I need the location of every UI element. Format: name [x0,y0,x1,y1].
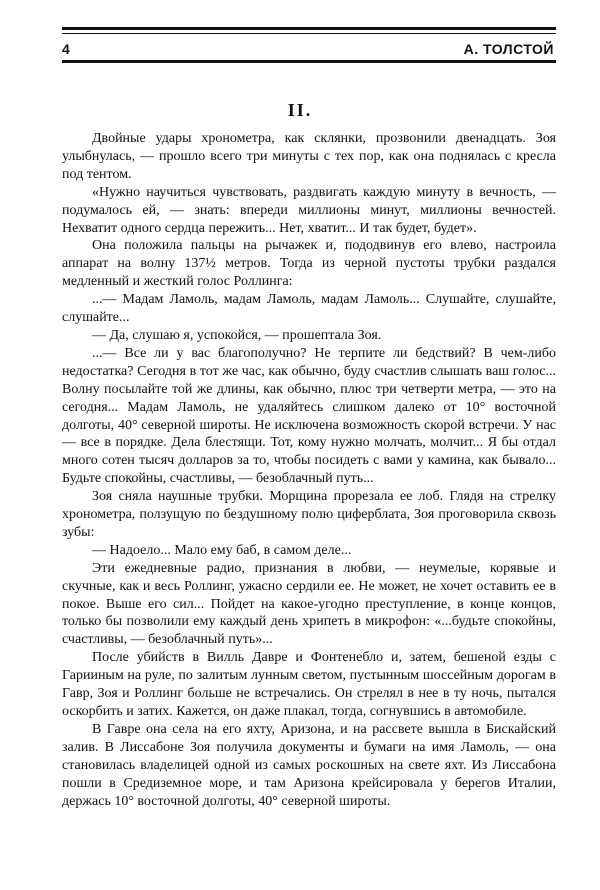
page-number: 4 [62,41,70,57]
header-rule-top [62,27,556,30]
paragraph: В Гавре она села на его яхту, Аризона, и на рассвете вышла в Бискайский залив. В Лиссабоне Зоя получила документы и бумаги на имя Ламоль, — она становилась владелицей одной из самых роскошных на свете яхт. Из Лиссабона пошли в Средиземное море, и там Аризона крейсировала у берегов Италии, держась 10° восточной долготы, 40° северной широты. [62,721,556,809]
paragraph: Двойные удары хронометра, как склянки, прозвонили двенадцать. Зоя улыбнулась, — прошло всего три минуты с тех пор, как она поднялась с кресла под тентом. [62,131,556,182]
paragraph: — Да, слушаю я, успокойся, — прошептала Зоя. [92,327,382,343]
paragraph: — Надоело... Мало ему баб, в самом деле... [92,542,352,558]
running-head: А. ТОЛСТОЙ [463,41,554,57]
paragraph: «Нужно научиться чувствовать, раздвигать каждую минуту в вечность, — подумалось ей, — знать: впереди миллионы минут, миллионы вечностей. Нехватит одного сердца пережить... Нет, хватит... И так будет, будет». [62,184,556,236]
paragraph: После убийств в Вилль Давре и Фонтенебло и, затем, бешеной езды с Гарииным на руле, по залитым лунным светом, пустынным шоссейным дорогам в Гавр, Зоя и Роллинг больше не встречались. Он стрелял в нее в ту ночь, пытался оскорбить и затих. Кажется, он даже плакал, тогда, согнувшись в автомобиле. [62,650,556,719]
paragraph: Она положила пальцы на рычажек и, пододвинув его влево, настроила аппарат на волну 137½ метров. Тогда из черной пустоты трубки раздался медленный и жесткий голос Роллинга: [62,238,556,290]
paragraph: ...— Мадам Ламоль, мадам Ламоль, мадам Ламоль... Слушайте, слушайте, слушайте... [62,292,556,326]
paragraph: Зоя сняла наушные трубки. Морщина прорезала ее лоб. Глядя на стрелку хронометра, ползущую по бездушному полю циферблата, Зоя проговорила сквозь зубы: [62,489,556,540]
paragraph: Эти ежедневные радио, признания в любви, — неумелые, корявые и скучные, как и весь Роллинг, ужасно сердили ее. Не может, не хочет оставить ее в покое. Выше его сил... Пойдет на какое-угодно преступление, в конце концов, только бы позволили ему каждый день хрипеть в микрофон: «...будьте спокойны, счастливы, — безоблачный путь»... [62,560,556,648]
chapter-number: II. [287,100,313,120]
paragraph: ...— Все ли у вас благополучно? Не терпите ли бедствий? В чем-либо недостатка? Сегодня в тот же час, как обычно, буду счастлив слышать ваш голос... Волну посылайте той же длины, как обычно, плюс три четверти метра, — это на сегодня... Мадам Ламоль, не удаляйтесь слишком далеко от 10° восточной долготы, 40° северной широты. Не исключена возможность скорой встречи. У нас — все в порядке. Дела блестящи. Тот, кому нужно молчать, молчит... Я бы отдал много сотен тысяч долларов за то, чтобы посидеть с вами у камина, как бывало... Будьте спокойны, счастливы, — безоблачный путь... [62,345,556,487]
header-rule-mid [62,33,556,34]
body-text [62,130,556,810]
header-rule-bottom [62,60,556,63]
